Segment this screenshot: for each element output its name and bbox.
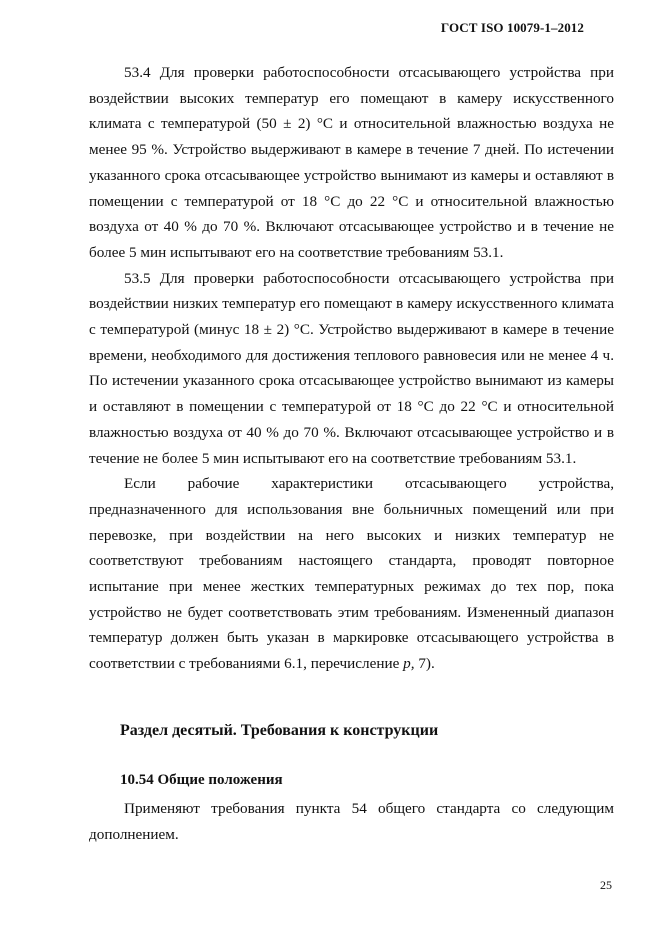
paragraph-item-letter: p, (403, 655, 415, 673)
paragraph-temperature-deviation-text: Если рабочие характеристики отсасывающего устройства, предназначенного для использования вне больничных помещений или при перевозке, при воздействии на него высоких и низких температур не соответствуют требованиям настоящего стандарта, проводят повторное испытание при менее жестких температурных режимах до тех пор, пока устройство не будет соответствовать этим требованиям. Измененный диапазон температур должен быть указан в маркировке отсасывающего устройства в соответствии с требованиями 6.1, перечисление (89, 475, 614, 673)
subsection-text-block (89, 796, 614, 847)
paragraph-temperature-deviation-end: 7). (414, 655, 435, 673)
paragraph-temperature-deviation (89, 471, 614, 677)
document-header-code: ГОСТ ISO 10079-1–2012 (440, 20, 584, 35)
section-title: Раздел десятый. Требования к конструкции (120, 722, 439, 739)
main-text-block (89, 60, 614, 677)
paragraph-53-5: 53.5 Для проверки работоспособности отсасывающего устройства при воздействии низких температур его помещают в камеру искусственного климата с температурой (минус 18 ± 2) °С. Устройство выдерживают в камере в течение времени, необходимого для достижения теплового равновесия или не менее 4 ч. По истечении указанного срока отсасывающее устройство вынимают из камеры и оставляют в помещении с температурой от 18 °С до 22 °С и относительной влажностью воздуха от 40 % до 70 %. Включают отсасывающее устройство и в течение не более 5 мин испытывают его на соответствие требованиям 53.1. (89, 269, 614, 467)
paragraph-53-4: 53.4 Для проверки работоспособности отсасывающего устройства при воздействии высоких температур его помещают в камеру искусственного климата с температурой (50 ± 2) °С и относительной влажностью воздуха не менее 95 %. Устройство выдерживают в камере в течение 7 дней. По истечении указанного срока отсасывающее устройство вынимают из камеры и оставляют в помещении с температурой от 18 °С до 22 °С и относительной влажностью воздуха от 40 % до 70 %. Включают отсасывающее устройство и в течение не более 5 мин испытывают его на соответствие требованиям 53.1. (89, 64, 614, 261)
page-number: 25 (600, 878, 612, 892)
subsection-title: 10.54 Общие положения (120, 772, 283, 788)
subsection-paragraph: Применяют требования пункта 54 общего стандарта со следующим дополнением. (89, 800, 614, 843)
